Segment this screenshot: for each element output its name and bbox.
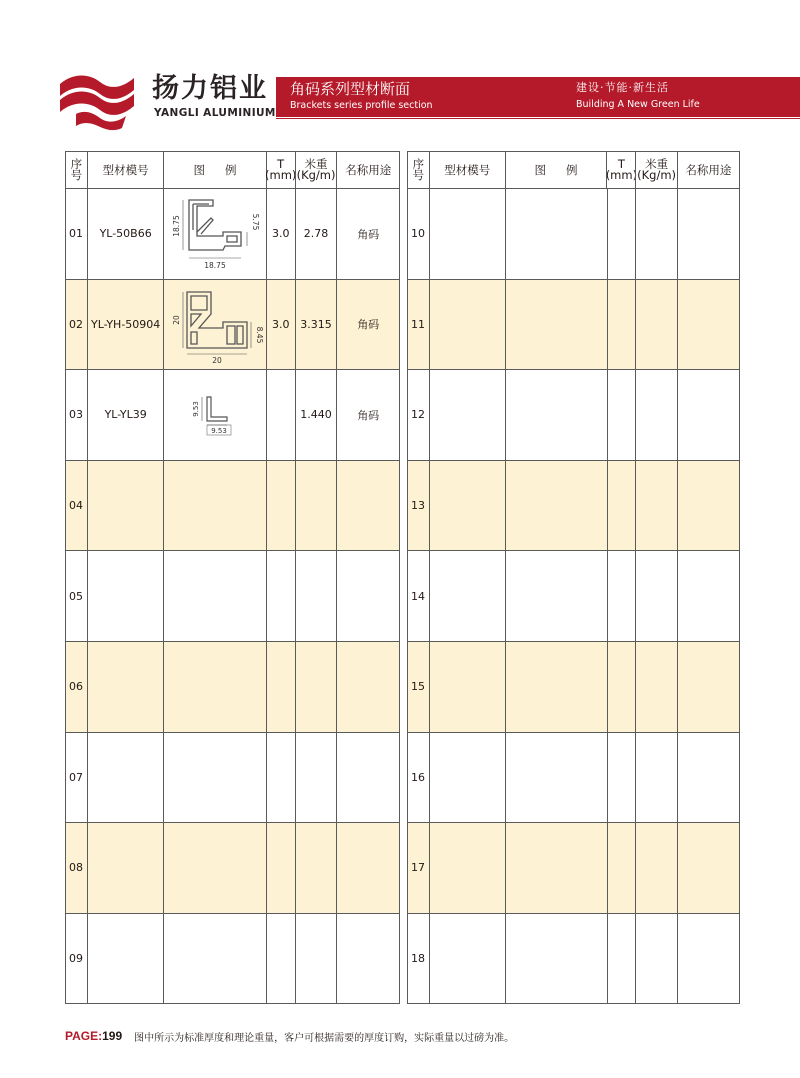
- row-number: 13: [411, 499, 425, 513]
- usage: [336, 642, 399, 732]
- row-number: 16: [411, 770, 425, 784]
- weight: [295, 551, 337, 641]
- usage: [677, 461, 739, 551]
- model-number: YL-YL39: [87, 370, 164, 460]
- svg-text:5.75: 5.75: [251, 213, 261, 231]
- row-number: 12: [411, 408, 425, 422]
- row-number: 04: [69, 499, 83, 513]
- thickness: [607, 642, 636, 732]
- header-weight: 米重 (Kg/m): [295, 152, 337, 188]
- model-number: [87, 551, 164, 641]
- table-row: [66, 188, 399, 279]
- profile-figure: [163, 370, 265, 460]
- weight: [635, 642, 677, 732]
- thickness: [266, 733, 295, 823]
- header-no: 序 号: [70, 157, 83, 182]
- svg-text:8.45: 8.45: [255, 327, 265, 344]
- thickness: [607, 461, 636, 551]
- svg-text:20: 20: [172, 315, 182, 326]
- model-number: [429, 370, 505, 460]
- header-thickness: T (mm): [266, 152, 295, 188]
- usage: [677, 189, 739, 279]
- thickness: [266, 823, 295, 913]
- row-number: 09: [69, 952, 83, 966]
- page-title: 角码系列型材断面: [290, 80, 411, 98]
- profile-drawing-yl-yh-50904: [167, 282, 263, 366]
- header-thickness: T (mm): [606, 152, 635, 188]
- usage: [677, 280, 739, 370]
- weight: [295, 823, 337, 913]
- row-number: 14: [411, 589, 425, 603]
- row-number: 07: [69, 770, 83, 784]
- profile-figure: [163, 733, 265, 823]
- table-row: [408, 822, 739, 913]
- profile-figure: [505, 551, 607, 641]
- table-row: [408, 279, 739, 370]
- slogan-en: Building A New Green Life: [576, 99, 700, 110]
- table-row: [66, 822, 399, 913]
- weight: [635, 823, 677, 913]
- header-divider: [276, 118, 800, 119]
- svg-text:20: 20: [212, 356, 222, 366]
- model-number: [429, 642, 505, 732]
- header-model: 型材模号: [429, 152, 505, 188]
- header-figure: 图例: [163, 152, 265, 188]
- profile-figure: [505, 189, 607, 279]
- model-number: [87, 461, 164, 551]
- table-row: [66, 460, 399, 551]
- model-number: [87, 733, 164, 823]
- header-figure: 图例: [505, 152, 607, 188]
- page-label: PAGE:: [65, 1029, 103, 1043]
- slogan: 建设·节能·新生活: [576, 81, 669, 94]
- usage: [677, 370, 739, 460]
- model-number: [87, 914, 164, 1004]
- table-row: [66, 369, 399, 460]
- row-number: 05: [69, 589, 83, 603]
- model-number: YL-50B66: [87, 189, 164, 279]
- thickness: [607, 823, 636, 913]
- row-number: 15: [411, 680, 425, 694]
- row-number: 01: [69, 227, 83, 241]
- brand-name-cn: 扬力铝业: [152, 73, 268, 104]
- usage: [677, 914, 739, 1004]
- weight: [635, 370, 677, 460]
- table-row: [66, 550, 399, 641]
- profile-figure: [163, 642, 265, 732]
- row-number: 10: [411, 227, 425, 241]
- weight: [635, 914, 677, 1004]
- svg-text:18.75: 18.75: [204, 260, 226, 270]
- row-number: 17: [411, 861, 425, 875]
- model-number: [429, 189, 505, 279]
- profile-figure: [163, 461, 265, 551]
- usage: 角码: [336, 370, 399, 460]
- red-ribbon-flag-icon: [56, 70, 138, 132]
- weight: [295, 461, 337, 551]
- usage: [677, 823, 739, 913]
- profile-table-left: [65, 151, 400, 1004]
- header-usage: 名称用途: [677, 152, 739, 188]
- thickness: [266, 914, 295, 1004]
- thickness: 3.0: [266, 189, 295, 279]
- profile-figure: [505, 370, 607, 460]
- profile-drawing-yl-50b66: [167, 192, 263, 276]
- usage: 角码: [336, 280, 399, 370]
- brand-name-en: YANGLI ALUMINIUM: [154, 107, 276, 119]
- table-row: [408, 913, 739, 1004]
- profile-figure: [163, 823, 265, 913]
- thickness: [607, 280, 636, 370]
- page-subtitle: Brackets series profile section: [290, 100, 433, 111]
- profile-drawing-yl-yl39: [167, 373, 263, 457]
- table-row: [408, 732, 739, 823]
- usage: [336, 823, 399, 913]
- thickness: [607, 551, 636, 641]
- table-row: [66, 913, 399, 1004]
- usage: 角码: [336, 189, 399, 279]
- table-row: [66, 732, 399, 823]
- table-row: [408, 641, 739, 732]
- profile-figure: [505, 823, 607, 913]
- usage: [336, 551, 399, 641]
- weight: [635, 189, 677, 279]
- weight: [295, 642, 337, 732]
- profile-figure: [505, 733, 607, 823]
- page-number: 199: [102, 1029, 123, 1043]
- table-row: [408, 188, 739, 279]
- weight: [295, 733, 337, 823]
- profile-figure: [163, 914, 265, 1004]
- weight: [635, 461, 677, 551]
- thickness: 3.0: [266, 280, 295, 370]
- thickness: [266, 642, 295, 732]
- usage: [677, 733, 739, 823]
- table-row: [408, 369, 739, 460]
- table-row: [408, 550, 739, 641]
- row-number: 02: [69, 317, 83, 331]
- usage: [336, 461, 399, 551]
- weight: 1.440: [295, 370, 337, 460]
- weight: [295, 914, 337, 1004]
- usage: [677, 551, 739, 641]
- header-no: 序 号: [412, 157, 425, 182]
- header-model: 型材模号: [87, 152, 164, 188]
- header-weight: 米重 (Kg/m): [635, 152, 676, 188]
- weight: [635, 551, 677, 641]
- model-number: [429, 733, 505, 823]
- footnote: 图中所示为标准厚度和理论重量，客户可根据需要的厚度订购，实际重量以过磅为准。: [134, 1032, 515, 1044]
- profile-figure: [505, 280, 607, 370]
- table-row: [408, 460, 739, 551]
- profile-figure: [163, 189, 265, 279]
- model-number: [87, 642, 164, 732]
- model-number: [429, 823, 505, 913]
- model-number: [429, 461, 505, 551]
- profile-figure: [505, 642, 607, 732]
- thickness: [266, 461, 295, 551]
- weight: [635, 733, 677, 823]
- model-number: [429, 914, 505, 1004]
- header-band: [276, 77, 800, 117]
- header-usage: 名称用途: [336, 152, 399, 188]
- table-row: [66, 279, 399, 370]
- row-number: 18: [411, 952, 425, 966]
- thickness: [607, 189, 636, 279]
- model-number: YL-YH-50904: [87, 280, 164, 370]
- row-number: 11: [411, 317, 425, 331]
- model-number: [429, 551, 505, 641]
- profile-table-right: [407, 151, 740, 1004]
- thickness: [266, 551, 295, 641]
- table-header-row: [66, 152, 399, 188]
- svg-text:18.75: 18.75: [172, 215, 182, 237]
- svg-text:9.53: 9.53: [192, 401, 201, 417]
- table-header-row: [408, 152, 739, 188]
- profile-figure: [505, 461, 607, 551]
- profile-figure: [163, 551, 265, 641]
- svg-text:9.53: 9.53: [211, 426, 227, 435]
- profile-figure: [163, 280, 265, 370]
- profile-figure: [505, 914, 607, 1004]
- model-number: [87, 823, 164, 913]
- weight: 3.315: [295, 280, 337, 370]
- row-number: 08: [69, 861, 83, 875]
- weight: [635, 280, 677, 370]
- usage: [336, 914, 399, 1004]
- thickness: [607, 733, 636, 823]
- usage: [677, 642, 739, 732]
- weight: 2.78: [295, 189, 337, 279]
- thickness: [607, 370, 636, 460]
- row-number: 03: [69, 408, 83, 422]
- thickness: [266, 370, 295, 460]
- page-footer: [65, 1028, 514, 1044]
- table-row: [66, 641, 399, 732]
- thickness: [607, 914, 636, 1004]
- row-number: 06: [69, 680, 83, 694]
- usage: [336, 733, 399, 823]
- model-number: [429, 280, 505, 370]
